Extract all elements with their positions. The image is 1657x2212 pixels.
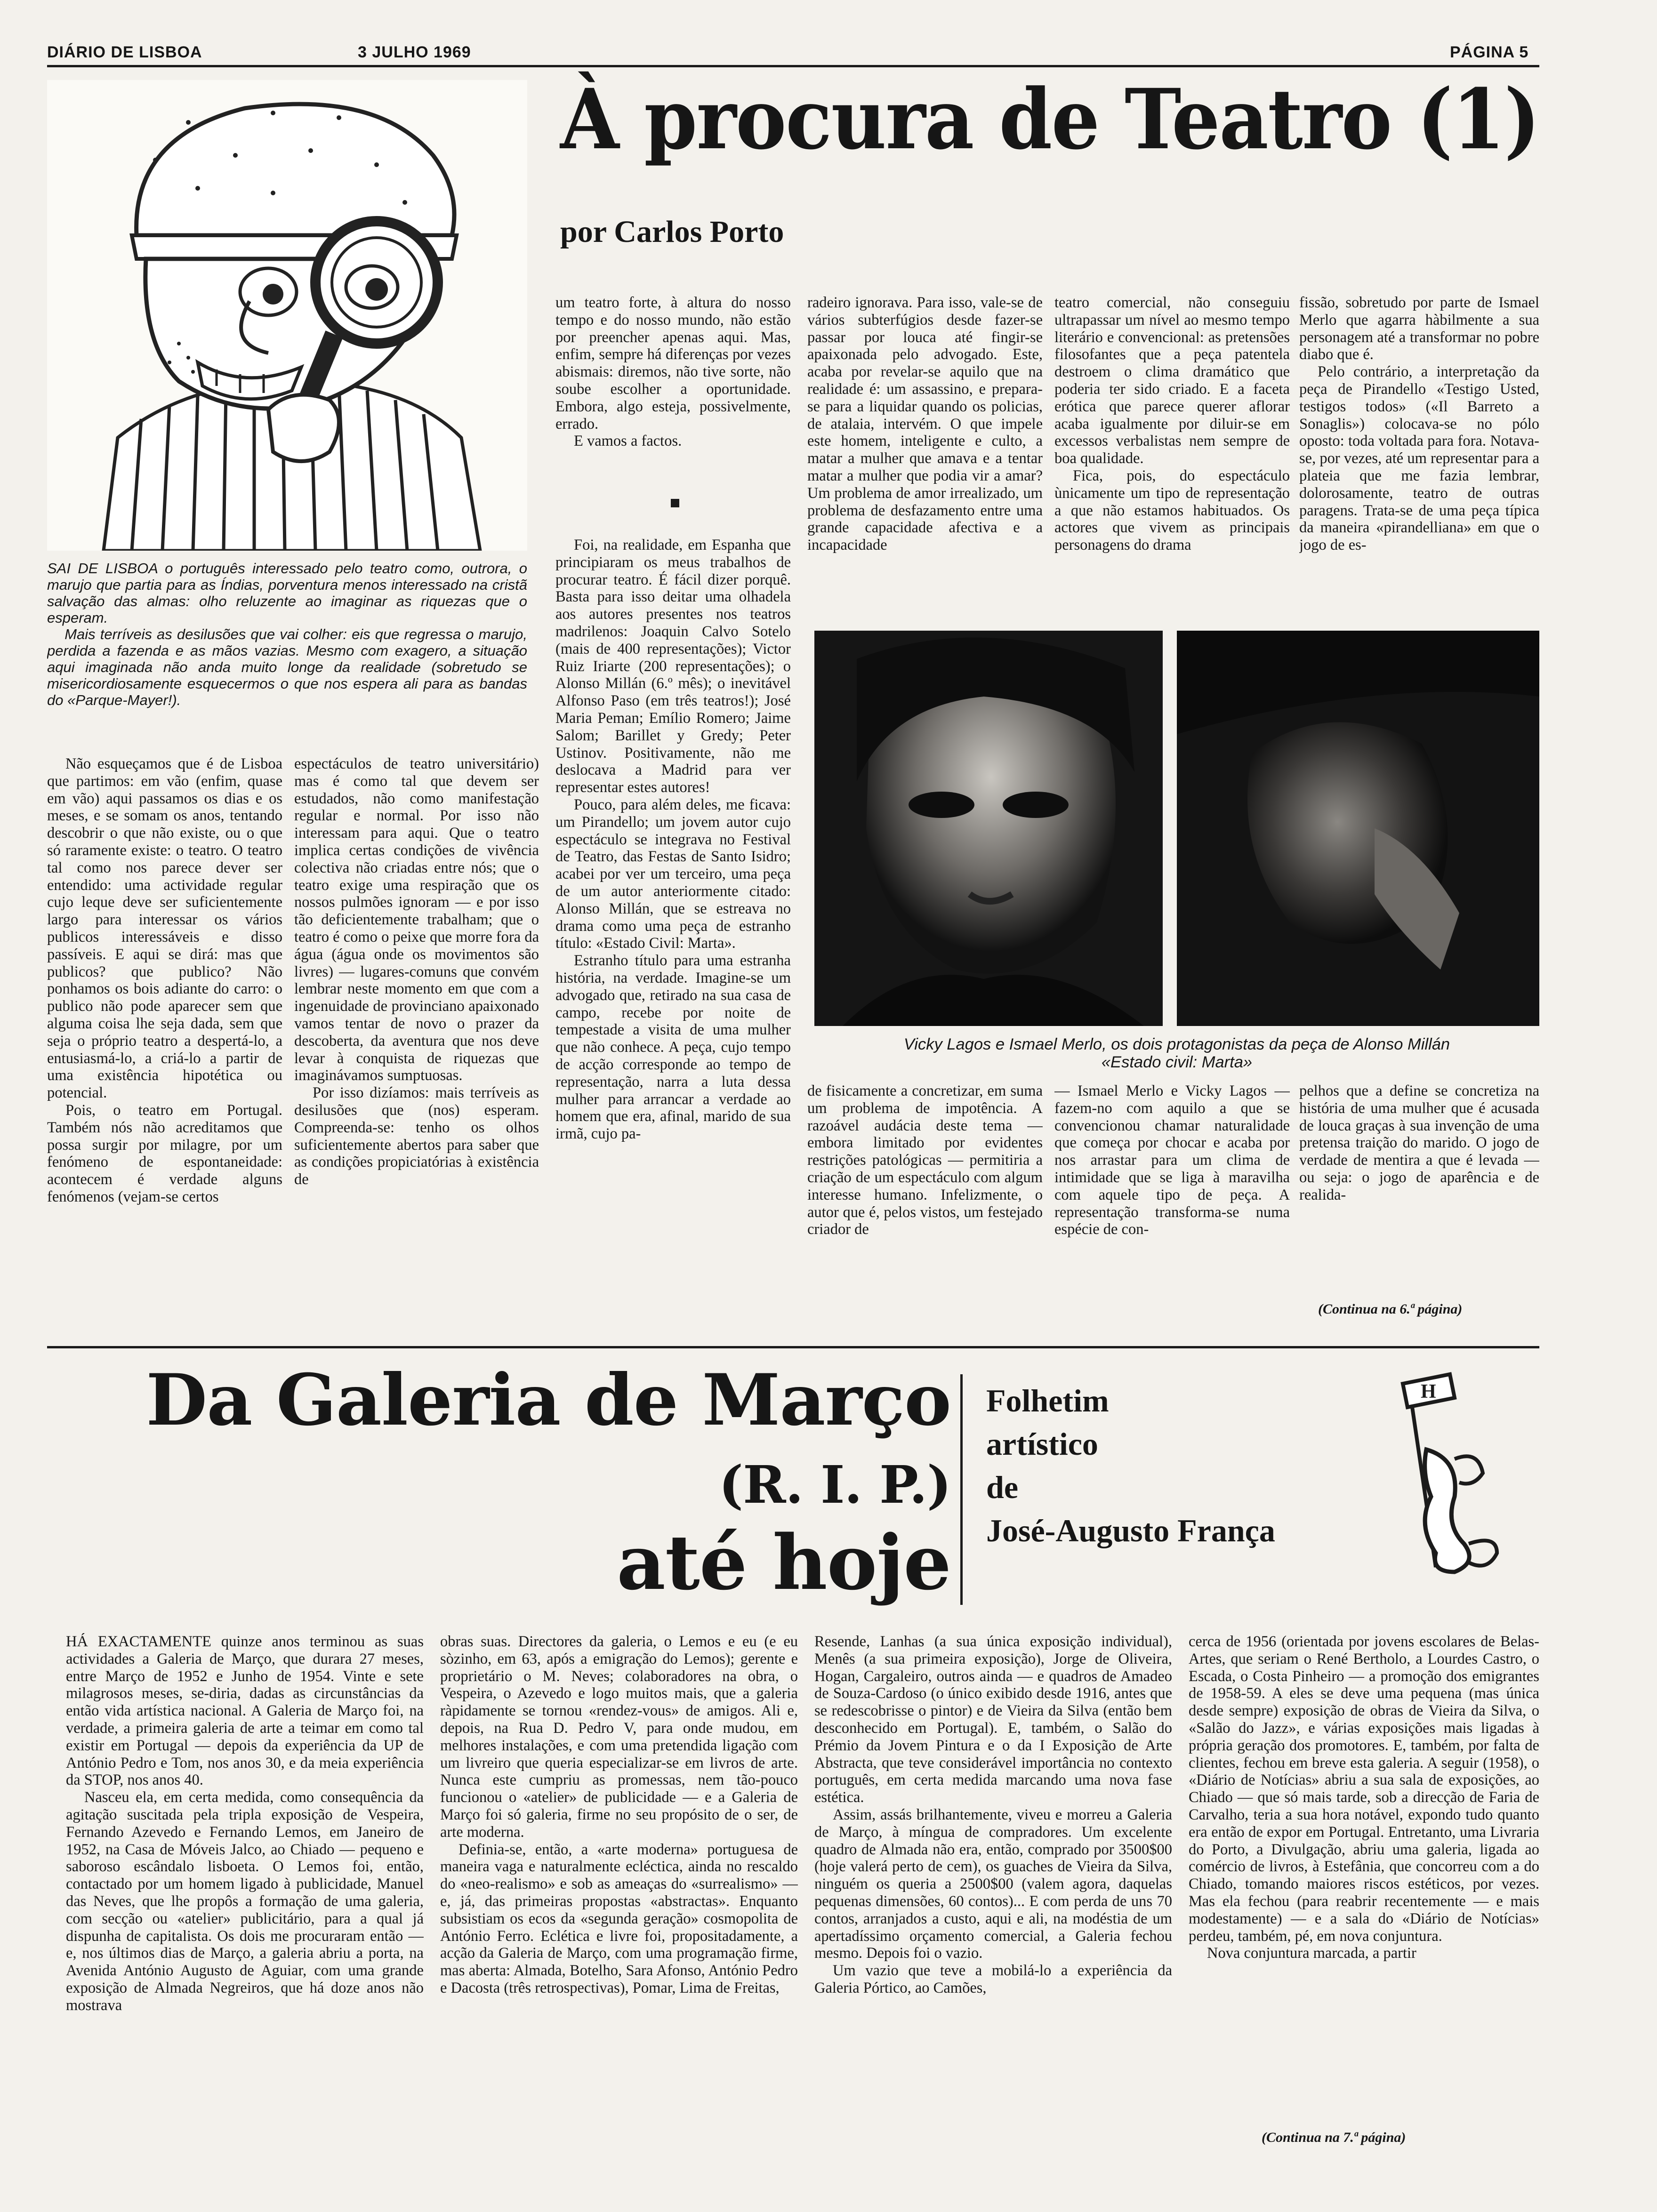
- crest-illustration: [1384, 1365, 1506, 1581]
- article1-col3-top: um teatro forte, à altura do nosso tempo e do nosso mundo, não estão por preencher apenas aqui. Mas, enfim, sempre há diferenças por vezes abismais: diremos, não tive sorte, não soube escolher a oportunidade. Embora, algo esteja, possivelmente, errado. E vamos a factos.: [555, 294, 791, 450]
- section-rule: [47, 1346, 1539, 1348]
- folhetim-author: José-Augusto França: [986, 1513, 1275, 1548]
- article2-col4: cerca de 1956 (orientada por jovens escolares de Belas-Artes, que seriam o René Bertholo, a Lourdes Castro, o Escada, o Costa Pinheiro — a promoção dos emigrantes de 1958-59. A eles se deve uma pequena (mas única desde sempre) exposição de obras de Vieira da Silva, o «Salão do Jazz», e várias exposições mais ligadas à própria geração dos promotores. E, também, por falta de clientes, fechou em breve esta galeria. A seguir (1958), o «Diário de Notícias» abriu a sua sala de exposições, ao Chiado — que só mais tarde, sob a direcção de Faria de Carvalho, teria a sua hora notável, expondo tudo quanto era então de expor em Portugal. Entretanto, uma Livraria do Porto, a Divulgação, abriu uma galeria, ligada ao comércio de livros, à Estefânia, que concorreu com a do Chiado, tomando maiores riscos estéticos, por vezes. Mas ela fechou (para reabrir recentemente — e mais modestamente) — e a sala do «Diário de Notícias» perdeu, também, pé, em nova conjuntura. Nova conjuntura marcada, a partir: [1189, 1633, 1539, 1962]
- sailor-cartoon-icon: [47, 80, 527, 551]
- article2-title-line2: (R. I. P.): [719, 1454, 951, 1515]
- article2-title-line3: até hoje: [617, 1518, 951, 1607]
- cartoon-caption: SAI DE LISBOA o português interessado pelo teatro como, outrora, o marujo que partia para as Índias, porventura menos interessado na cristã salvação das almas: olho reluzente ao imaginar as riquezas que o esperam. Mais terríveis as desilusões que vai colher: eis que regressa o marujo, perdida a fazenda e as mãos vazias. Mesmo com exagero, a situação aqui imaginada não anda muito longe da realidade (sobretudo se misericordiosamente esquecermos o que nos espera ali para as bandas do «Parque-Mayer!).: [47, 560, 527, 708]
- article1-col6-top: fissão, sobretudo por parte de Ismael Merlo que agarra hàbilmente a sua personagem até a transformar no pobre diabo que é. Pelo contrário, a interpretação da peça de Pirandello «Testigo Usted, testigos todos» («Il Barreto a Sonaglis») colocava-se no pólo oposto: toda voltada para fora. Notava-se, por vezes, até um representar para a plateia que me fazia lembrar, dolorosamente, teatro de outras paragens. Trata-se de uma peça típica da maneira «pirandelliana» em que o jogo de es-: [1299, 294, 1539, 554]
- folhetim-artistic: artístico: [986, 1426, 1098, 1462]
- folhetim-label: Folhetim: [986, 1383, 1109, 1419]
- cartoon-illustration: [47, 80, 527, 551]
- photo-caption: [828, 1035, 1525, 1071]
- title-divider: [960, 1374, 963, 1605]
- svg-text:H: H: [1421, 1381, 1436, 1403]
- article1-byline: por Carlos Porto: [560, 215, 784, 249]
- photo-ismael-merlo: [1177, 631, 1539, 1026]
- folhetim-de: de: [986, 1469, 1018, 1505]
- photo-caption-line1: Vicky Lagos e Ismael Merlo, os dois protagonistas da peça de Alonso Millán: [903, 1035, 1450, 1053]
- issue-date: 3 JULHO 1969: [358, 43, 471, 61]
- article2-title-line1: Da Galeria de Março: [146, 1359, 951, 1442]
- article1-continues: (Continua na 6.ª página): [1318, 1301, 1463, 1317]
- crest-icon: [1384, 1365, 1506, 1581]
- article1-col4-top: radeiro ignorava. Para isso, vale-se de vários subterfúgios desde fazer-se passar por louca até fingir-se apaixonada pelo advogado. Este, acaba por revelar-se aquilo que na realidade é: um assassino, e prepara-se para a liquidar quando os policias, de atalaia, intervém. O que impele este homem, inteligente e culto, a matar a mulher que amava e a tentar matar a mulher que podia vir a amar? Um problema de amor irrealizado, um problema de desfazamento entre uma grande capacidade afectiva e a incapacidade: [807, 294, 1043, 554]
- photo-vicky-lagos: [814, 631, 1163, 1026]
- header-rule: [47, 65, 1539, 67]
- article1-col1: Não esqueçamos que é de Lisboa que partimos: em vão (enfim, quase em vão) aqui passamos os dias e os meses, e se somam os anos, tentando descobrir o que não existe, ou o que só raramente existe: o teatro. O teatro tal como nos parece dever ser entendido: uma actividade regular cujo leque deve ser suficientemente largo para interessar os vários publicos interessáveis e disso passíveis. E aqui se dirá: mas que publicos? que publico? Não ponhamos os bois adiante do carro: o publico não pode aparecer sem que alguma coisa lhe seja dada, sem que seja o próprio teatro a despertá-lo, a entusiasmá-lo, a criá-lo a partir de uma existência hipotética ou potencial. Pois, o teatro em Portugal. Também nós não acreditamos que possa surgir por milagre, por um fenómeno de espontaneidade: acontecem é verdade alguns fenómenos (vejam-se certos: [47, 755, 282, 1205]
- article2-continues: (Continua na 7.ª página): [1262, 2130, 1406, 2145]
- article1-col5: — Ismael Merlo e Vicky Lagos — fazem-no com aquilo a que se convencionou chamar naturalidade que começa por chocar e acaba por nos arrastar para um clima de intimidade que se liga à maravilha com aquele tipo de peça. A representação transforma-se numa espécie de con-: [1054, 1082, 1290, 1238]
- article1-col6: pelhos que a define se concretiza na história de uma mulher que é acusada de louca graças à sua invenção de uma pretensa traição do marido. O jogo de verdade de mentira a que é levada — ou seja: o jogo de aparência e de realida-: [1299, 1082, 1539, 1203]
- paper-name: DIÁRIO DE LISBOA: [47, 43, 202, 61]
- article2-col1: HÁ EXACTAMENTE quinze anos terminou as suas actividades a Galeria de Março, que durara 27 meses, entre Março de 1952 e Junho de 1954. Vinte e sete milagrosos meses, se-diria, dadas as circunstâncias da então vida artística nacional. A Galeria de Março foi, na verdade, a primeira galeria de arte a teimar em como tal existir em Portugal — depois da experiência da UP de António Pedro e Tom, nos anos 30, e da meia experiência da STOP, nos anos 40. Nasceu ela, em certa medida, como consequência da agitação suscitada pela tripla exposição de Vespeira, Fernando Azevedo e Fernando Lemos, em Janeiro de 1952, na Casa de Móveis Jalco, ao Chiado — pequeno e saboroso escândalo lisboeta. O Lemos foi, então, contactado por um homem ligado à publicidade, Manuel das Neves, que lhe propôs a formação de uma galeria, com secção ou «atelier» publicitário, para a qual já dispunha de capitalista. Os dois me procuraram então — e, nos últimos dias de Março, a galeria abriu a porta, na Avenida António Augusto de Aguiar, com uma grande exposição de Almada Negreiros, que há doze anos não mostrava: [66, 1633, 424, 2014]
- article1-col5-top: teatro comercial, não conseguiu ultrapassar um nível ao mesmo tempo literário e convencional: as pretensões filosofantes que a peça patentela destroem o clima dramático que poderia ter sido criado. E a faceta erótica que parece querer aflorar acaba igualmente por diluir-se em excessos verbalistas nem sempre de boa qualidade. Fica, pois, do espectáculo ùnicamente um tipo de representação a que não estamos habituados. Os actores que vivem as principais personagens do drama: [1054, 294, 1290, 554]
- article2-col3: Resende, Lanhas (a sua única exposição individual), Menês (a sua primeira exposição), Jorge de Oliveira, Hogan, Cargaleiro, outros ainda — e quadros de Amadeo de Souza-Cardoso (o único exibido desde 1916, antes que se redescobrisse o pintor) e de Vieira da Silva (então bem desconhecido em Portugal). E, também, o Salão do Prémio da Jovem Pintura e o da I Exposição de Arte Abstracta, que teve considerável importância no contexto português, em certa medida marcando uma nova fase estética. Assim, assás brilhantemente, viveu e morreu a Galeria de Março, à míngua de compradores. Um excelente quadro de Almada não era, então, comprado por 3500$00 (hoje valerá perto de cem), os guaches de Vieira da Silva, ninguém os queria a 2500$00 (valem agora, daquelas pequenas dimensões, 60 contos)... E com perda de uns 70 contos, arranjados a custo, aqui e ali, na modéstia de um apertadíssimo orçamento comercial, a Galeria fechou mesmo. Depois foi o vazio. Um vazio que teve a mobilá-lo a experiência da Galeria Pórtico, ao Camões,: [814, 1633, 1172, 1996]
- bullet-separator: [671, 499, 679, 507]
- article1-col2: espectáculos de teatro universitário) mas é como tal que devem ser estudados, não como manifestação regular e normal. Por isso não interessam para aqui. Que o teatro implica certas condições de vivência colectiva não criadas entre nós; que o teatro exige uma respiração que os nossos pulmões ignoram — e por isso tão deficientemente trabalham; que o teatro é como o peixe que morre fora da água (água onde os movimentos são livres) — lugares-comuns que convém lembrar neste momento em que com a ingenuidade de provinciano apaixonado vamos tentar de novo o prazer da descoberta, da aventura que nos deve levar à conquista de riquezas que imaginávamos sumptuosas. Por isso dizíamos: mais terríveis as desilusões que (nos) esperam. Compreenda-se: tenho os olhos suficientemente abertos para saber que as condições propiciatórias à existência de: [294, 755, 539, 1188]
- article2-col2: obras suas. Directores da galeria, o Lemos e eu (e eu sòzinho, em 63, após a emigração do Lemos); gerente e proprietário o M. Neves; colaboradores na obra, o Vespeira, o Azevedo e logo muitos mais, que a galeria ràpidamente se tornou «rendez-vous» de amigos. Ali e, depois, na Rua D. Pedro V, para onde mudou, em melhores instalações, e com uma pretendida ligação com um livreiro que queria especializar-se em livros de arte. Nunca este cumpriu as promessas, nem tão-pouco funcionou o «atelier» de publicidade — e a Galeria de Março foi só galeria, firme no seu propósito de o ser, de arte moderna. Definia-se, então, a «arte moderna» portuguesa de maneira vaga e naturalmente ecléctica, ainda no rescaldo do «neo-realismo» e sob as ameaças do «surrealismo» — e, já, das primeiras propostas «abstractas». Enquanto subsistiam os ecos da «segunda geração» cosmopolita de António Ferro. Eclética e livre foi, propositadamente, a acção da Galeria de Março, com uma programação firme, mas aberta: Almada, Botelho, Sara Afonso, António Pedro e Dacosta (três retrospectivas), Pomar, Lima de Freitas,: [440, 1633, 798, 1996]
- article1-col3: Foi, na realidade, em Espanha que principiaram os meus trabalhos de procurar teatro. É fácil dizer porquê. Basta para isso deitar uma olhadela aos autores presentes nos teatros madrilenos: Joaquin Calvo Sotelo (mais de 400 representações); Victor Ruiz Iriarte (200 representações); o Alonso Millán (6.º mês); o inevitável Alfonso Paso (em três teatros!); José Maria Peman; Emílio Romero; Jaime Salom; Barillet y Gredy; Peter Ustinov. Positivamente, não me deslocava a Madrid para ver representar estes autores! Pouco, para além deles, me ficava: um Pirandello; um jovem autor cujo espectáculo se integrava no Festival de Teatro, das Festas de Santo Isidro; acabei por ver um terceiro, uma peça de um autor anteriormente citado: Alonso Millán, que se estreava no drama como uma peça de estranho título: «Estado Civil: Marta». Estranho título para uma estranha história, na verdade. Imagine-se um advogado que, retirado na sua casa de campo, recebe por noite de tempestade a visita de uma mulher que não conhece. A peça, cujo tempo de acção corresponde ao tempo de representação, narra a luta dessa mulher para arrancar a verdade ao homem que era, afinal, marido de sua irmã, cujo pa-: [555, 537, 791, 1143]
- folhetim-block: [986, 1379, 1275, 1552]
- article1-col4: de fisicamente a concretizar, em suma um problema de impotência. A razoável audácia deste tema — embora limitado por evidentes restrições patológicas — permitiria a criação de um espectáculo com algum interesse humano. Infelizmente, o autor que é, pelos vistos, um festejado criador de: [807, 1082, 1043, 1238]
- page-number: PÁGINA 5: [1450, 43, 1529, 61]
- photo-caption-line2: «Estado civil: Marta»: [1101, 1053, 1253, 1071]
- article1-title: À procura de Teatro (1): [560, 71, 1539, 168]
